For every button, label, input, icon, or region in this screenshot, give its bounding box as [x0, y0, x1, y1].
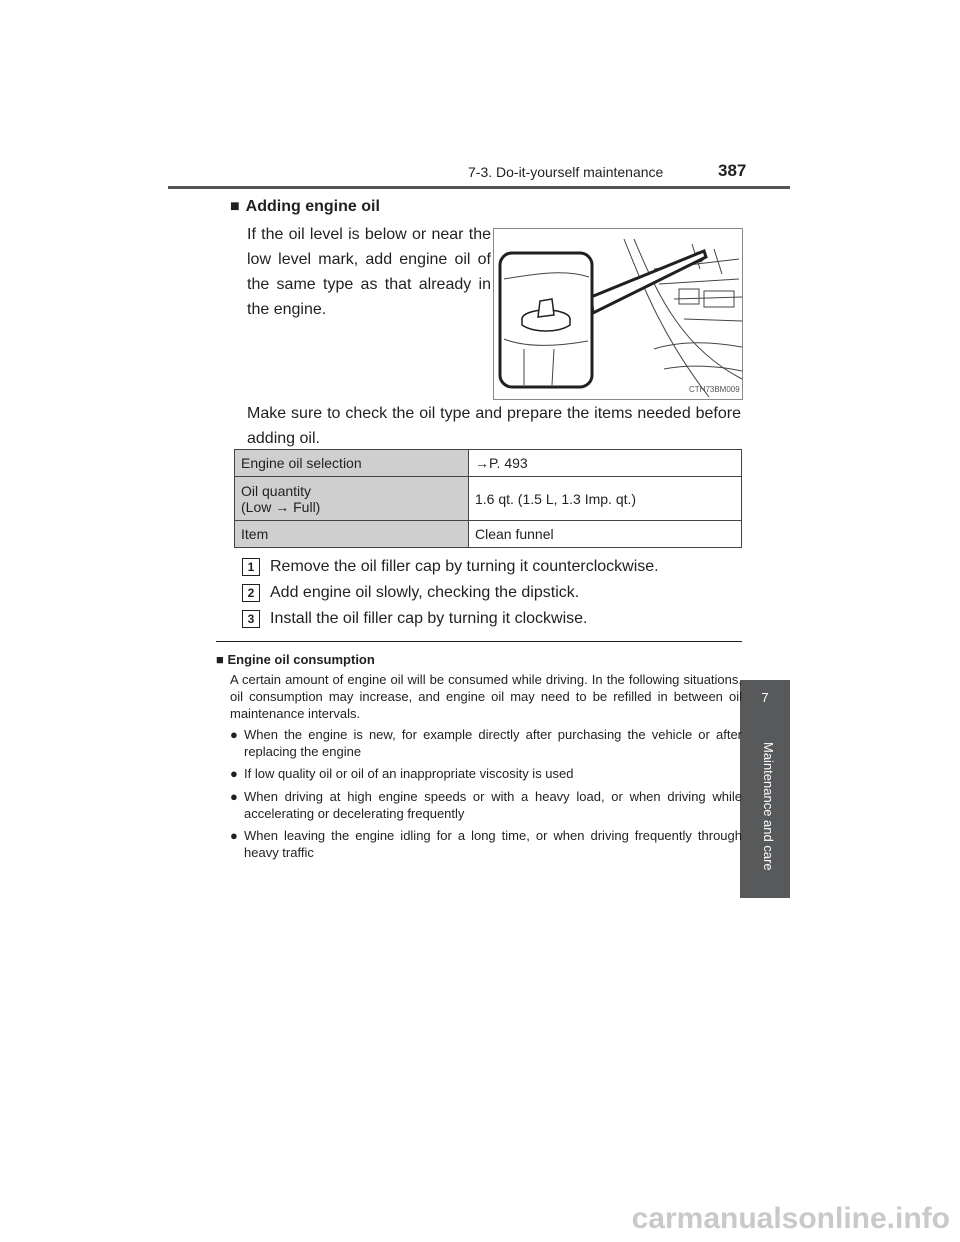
table-key: Item — [235, 521, 469, 548]
bullet-dot-icon: ● — [230, 727, 238, 742]
consumption-square-icon: ■ — [216, 652, 224, 667]
page-number: 387 — [718, 161, 747, 180]
bullet-dot-icon: ● — [230, 766, 238, 781]
table-value: →P. 493 — [469, 450, 742, 477]
table-row — [235, 477, 742, 521]
section-square-icon: ■ — [230, 198, 240, 215]
list-item — [230, 827, 742, 861]
figure-code: CTH73BM009 — [689, 385, 740, 394]
step-text: Remove the oil filler cap by turning it counterclockwise. — [270, 558, 659, 576]
header-rule — [168, 186, 790, 189]
oil-filler-cap-illustration — [493, 228, 743, 400]
chapter-number: 7 — [761, 690, 769, 705]
step-number-badge: 1 — [242, 558, 260, 576]
list-item-text: When the engine is new, for example directly after purchasing the vehicle or after replacing the engine — [244, 727, 742, 759]
bullet-dot-icon: ● — [230, 789, 238, 804]
table-row — [235, 450, 742, 477]
preparation-note: Make sure to check the oil type and prepare the items needed before adding oil. — [247, 405, 741, 447]
list-item — [230, 788, 742, 822]
table-key: Engine oil selection — [235, 450, 469, 477]
section-divider — [216, 641, 742, 642]
list-item — [230, 726, 742, 760]
step-item — [242, 558, 659, 576]
list-item-text: When leaving the engine idling for a long time, or when driving frequently through heavy traffic — [244, 828, 742, 860]
running-header-section: 7-3. Do-it-yourself maintenance — [468, 164, 664, 180]
table-value: Clean funnel — [469, 521, 742, 548]
step-number-badge: 2 — [242, 584, 260, 602]
section-title-text: Adding engine oil — [245, 198, 380, 215]
list-item-text: When driving at high engine speeds or with a heavy load, or when driving while accelerating or decelerating frequently — [244, 789, 742, 821]
table-key-line: Oil quantity — [241, 482, 312, 499]
step-number-badge: 3 — [242, 610, 260, 628]
consumption-title — [216, 652, 375, 667]
watermark: carmanualsonline.info — [631, 1202, 950, 1235]
table-key-line: (Low → Full) — [241, 498, 321, 515]
list-item-text: If low quality oil or oil of an inappropriate viscosity is used — [244, 766, 574, 781]
step-item — [242, 584, 579, 602]
list-item — [230, 765, 742, 782]
step-text: Add engine oil slowly, checking the dipstick. — [270, 584, 580, 602]
engine-bay-drawing — [494, 229, 742, 399]
step-item — [242, 610, 587, 628]
section-title — [230, 198, 380, 216]
bullet-dot-icon: ● — [230, 828, 238, 843]
oil-spec-table — [234, 449, 742, 548]
intro-text: If the oil level is below or near the low level mark, add engine oil of the same type as that already in the engine. — [247, 226, 491, 318]
consumption-paragraph: A certain amount of engine oil will be consumed while driving. In the following situations, oil consumption may increase, and engine oil may need to be refilled in between oil maintenance intervals. — [230, 672, 742, 721]
consumption-title-text: Engine oil consumption — [227, 652, 375, 667]
step-text: Install the oil filler cap by turning it clockwise. — [270, 610, 588, 628]
chapter-label: Maintenance and care — [761, 742, 776, 871]
table-row — [235, 521, 742, 548]
table-value: 1.6 qt. (1.5 L, 1.3 Imp. qt.) — [469, 477, 742, 521]
table-key — [235, 477, 469, 521]
